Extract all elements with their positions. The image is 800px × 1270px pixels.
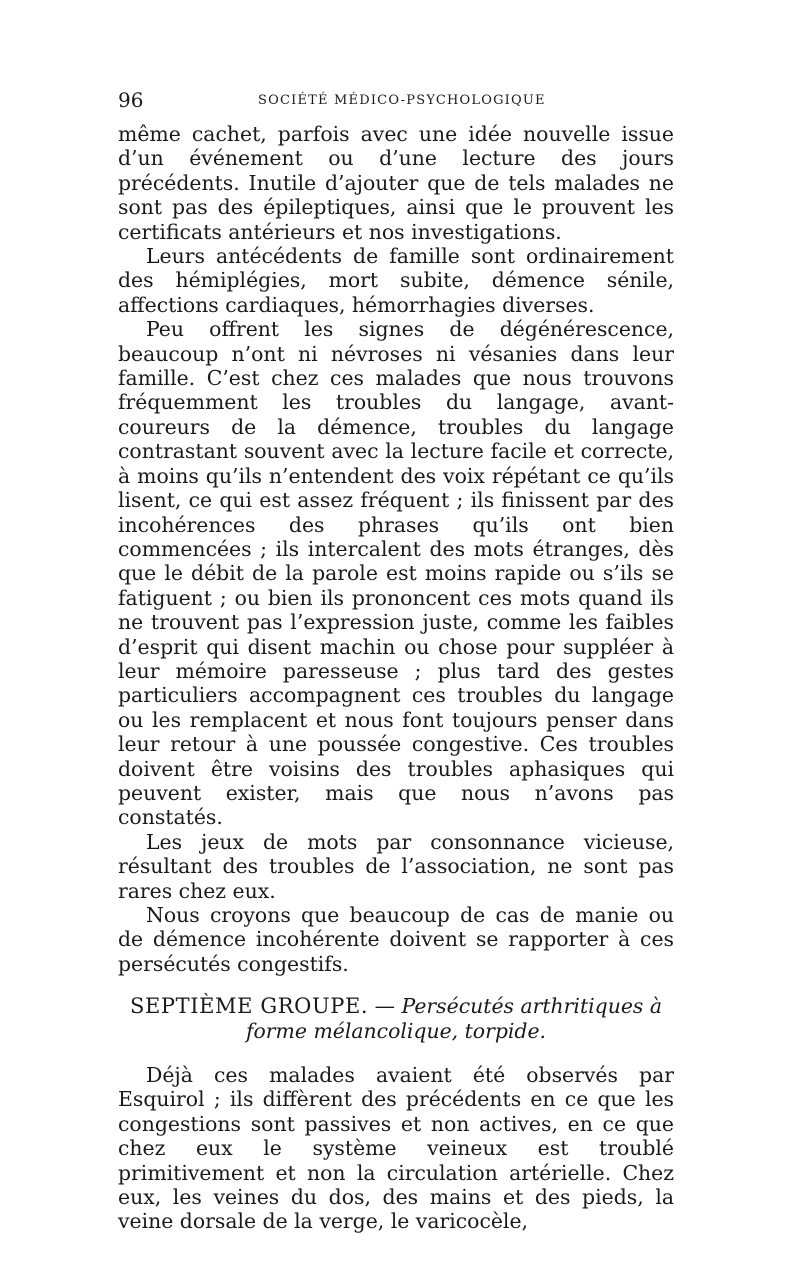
section-heading [118,994,674,1043]
paragraph-mania: Nous croyons que beaucoup de cas de manie ou de démence incohérente doivent se rapporter à ces persécutés congestifs. [118,903,674,976]
section-title: Persécutés arthritiques à forme mélancolique, torpide. [245,994,663,1043]
book-page [118,88,674,1234]
paragraph-esquirol: Déjà ces malades avaient été observés par Esquirol ; ils diffèrent des précédents en ce que les congestions sont passives et non actives, en ce que chez eux le système veineux est troublé primitivement et non la circulation artérielle. Chez eux, les veines du dos, des mains et des pieds, la veine dorsale de la verge, le varicocèle, [118,1063,674,1234]
paragraph-continued: même cachet, parfois avec une idée nouvelle issue d’un événement ou d’une lecture des jours précédents. Inutile d’ajouter que de tels malades ne sont pas des épileptiques, ainsi que le prouvent les certificats antérieurs et nos investigations. [118,122,674,244]
paragraph-language-troubles: Peu offrent les signes de dégénérescence, beaucoup n’ont ni névroses ni vésanies dans leur famille. C’est chez ces malades que nous trouvons fréquemment les troubles du langage, avant-coureurs de la démence, troubles du langage contrastant souvent avec la lecture facile et correcte, à moins qu’ils n’entendent des voix répétant ce qu’ils lisent, ce qui est assez fréquent ; ils finissent par des incohérences des phrases qu’ils ont bien commencées ; ils intercalent des mots étranges, dès que le débit de la parole est moins rapide ou s’ils se fatiguent ; ou bien ils prononcent ces mots quand ils ne trouvent pas l’expression juste, comme les faibles d’esprit qui disent machin ou chose pour suppléer à leur mémoire paresseuse ; plus tard des gestes particuliers accompagnent ces troubles du langage ou les remplacent et nous font toujours penser dans leur retour à une poussée congestive. Ces troubles doivent être voisins des troubles aphasiques qui peuvent exister, mais que nous n’avons pas constatés. [118,317,674,830]
section-dash: — [368,994,402,1019]
journal-title: SOCIÉTÉ MÉDICO-PSYCHOLOGIQUE [258,93,546,108]
section-label: SEPTIÈME GROUPE. [129,994,369,1019]
running-head [118,88,674,128]
paragraph-family-history: Leurs antécédents de famille sont ordinairement des hémiplégies, mort subite, démence sénile, affections cardiaques, hémorrhagies diverses. [118,244,674,317]
paragraph-wordplay: Les jeux de mots par consonnance vicieuse, résultant des troubles de l’association, ne sont pas rares chez eux. [118,829,674,903]
page-number: 96 [118,88,144,112]
